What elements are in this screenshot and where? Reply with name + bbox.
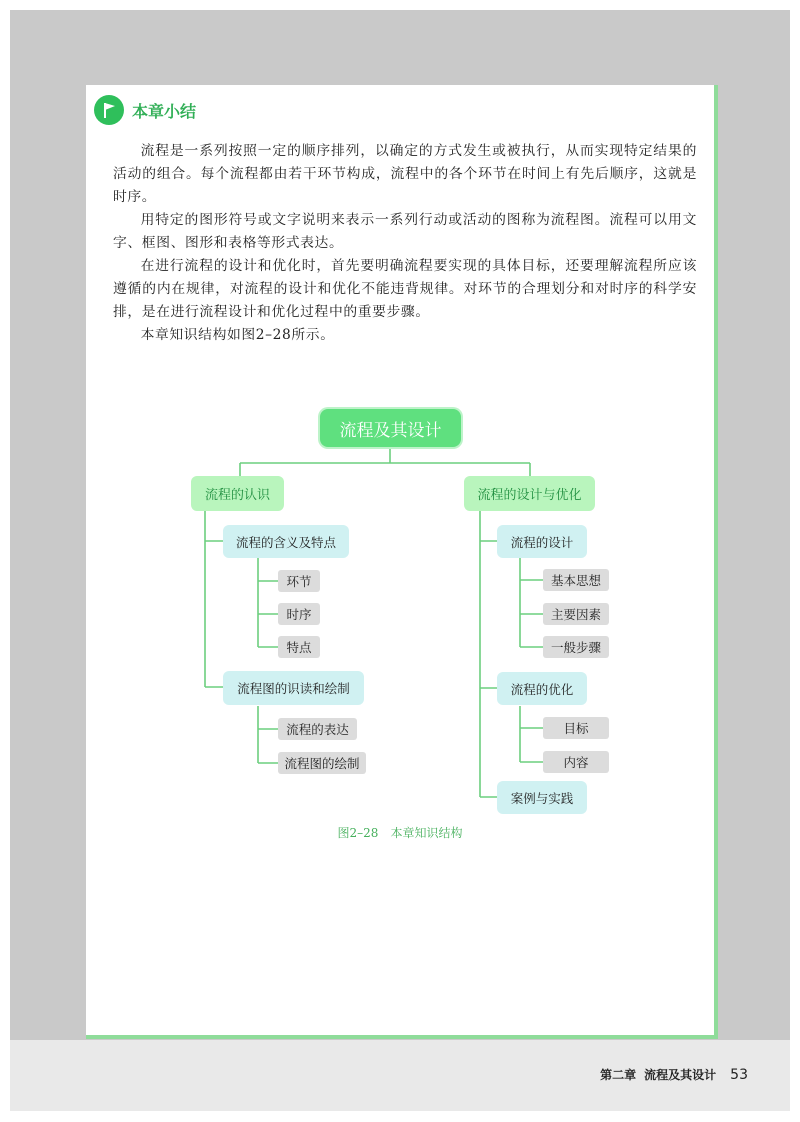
node-design-optimize: 流程的设计与优化 — [464, 476, 595, 511]
node-chart-reading: 流程图的识读和绘制 — [223, 671, 364, 705]
node-general-steps: 一般步骤 — [543, 636, 609, 658]
caption-number: 图2–28 — [337, 826, 379, 840]
node-timing: 时序 — [278, 603, 320, 625]
node-cognition: 流程的认识 — [191, 476, 284, 511]
diagram-root-node: 流程及其设计 — [320, 409, 461, 447]
footer-chapter-title: 流程及其设计 — [644, 1068, 717, 1082]
node-basic-idea: 基本思想 — [543, 569, 609, 591]
figure-caption — [0, 824, 800, 841]
node-design: 流程的设计 — [497, 525, 587, 558]
summary-text — [113, 140, 697, 347]
node-goal: 目标 — [543, 717, 609, 739]
node-optimize: 流程的优化 — [497, 672, 587, 705]
paragraph: 本章知识结构如图2–28所示。 — [140, 327, 335, 343]
section-title: 本章小结 — [132, 102, 197, 121]
paragraph: 流程是一系列按照一定的顺序排列，以确定的方式发生或被执行，从而实现特定结果的活动的组合。每个流程都由若干环节构成，流程中的各个环节在时间上有先后顺序，这就是时序。 — [113, 143, 697, 205]
node-content: 内容 — [543, 751, 609, 773]
flag-icon — [94, 95, 124, 125]
page-number: 53 — [730, 1067, 748, 1083]
node-chart-drawing: 流程图的绘制 — [278, 752, 366, 774]
footer-chapter: 第二章 — [600, 1068, 637, 1082]
node-expression: 流程的表达 — [278, 718, 357, 740]
node-meaning: 流程的含义及特点 — [223, 525, 349, 558]
node-link: 环节 — [278, 570, 320, 592]
page-footer — [600, 1066, 748, 1083]
node-feature: 特点 — [278, 636, 320, 658]
paragraph: 用特定的图形符号或文字说明来表示一系列行动或活动的图称为流程图。流程可以用文字、框图、图形和表格等形式表达。 — [113, 212, 697, 251]
node-main-factors: 主要因素 — [543, 603, 609, 625]
paragraph: 在进行流程的设计和优化时，首先要明确流程要实现的具体目标，还要理解流程所应该遵循的内在规律，对流程的设计和优化不能违背规律。对环节的合理划分和对时序的科学安排，是在进行流程设计和优化过程中的重要步骤。 — [113, 258, 697, 320]
caption-text: 本章知识结构 — [390, 826, 463, 840]
node-cases: 案例与实践 — [497, 781, 587, 814]
